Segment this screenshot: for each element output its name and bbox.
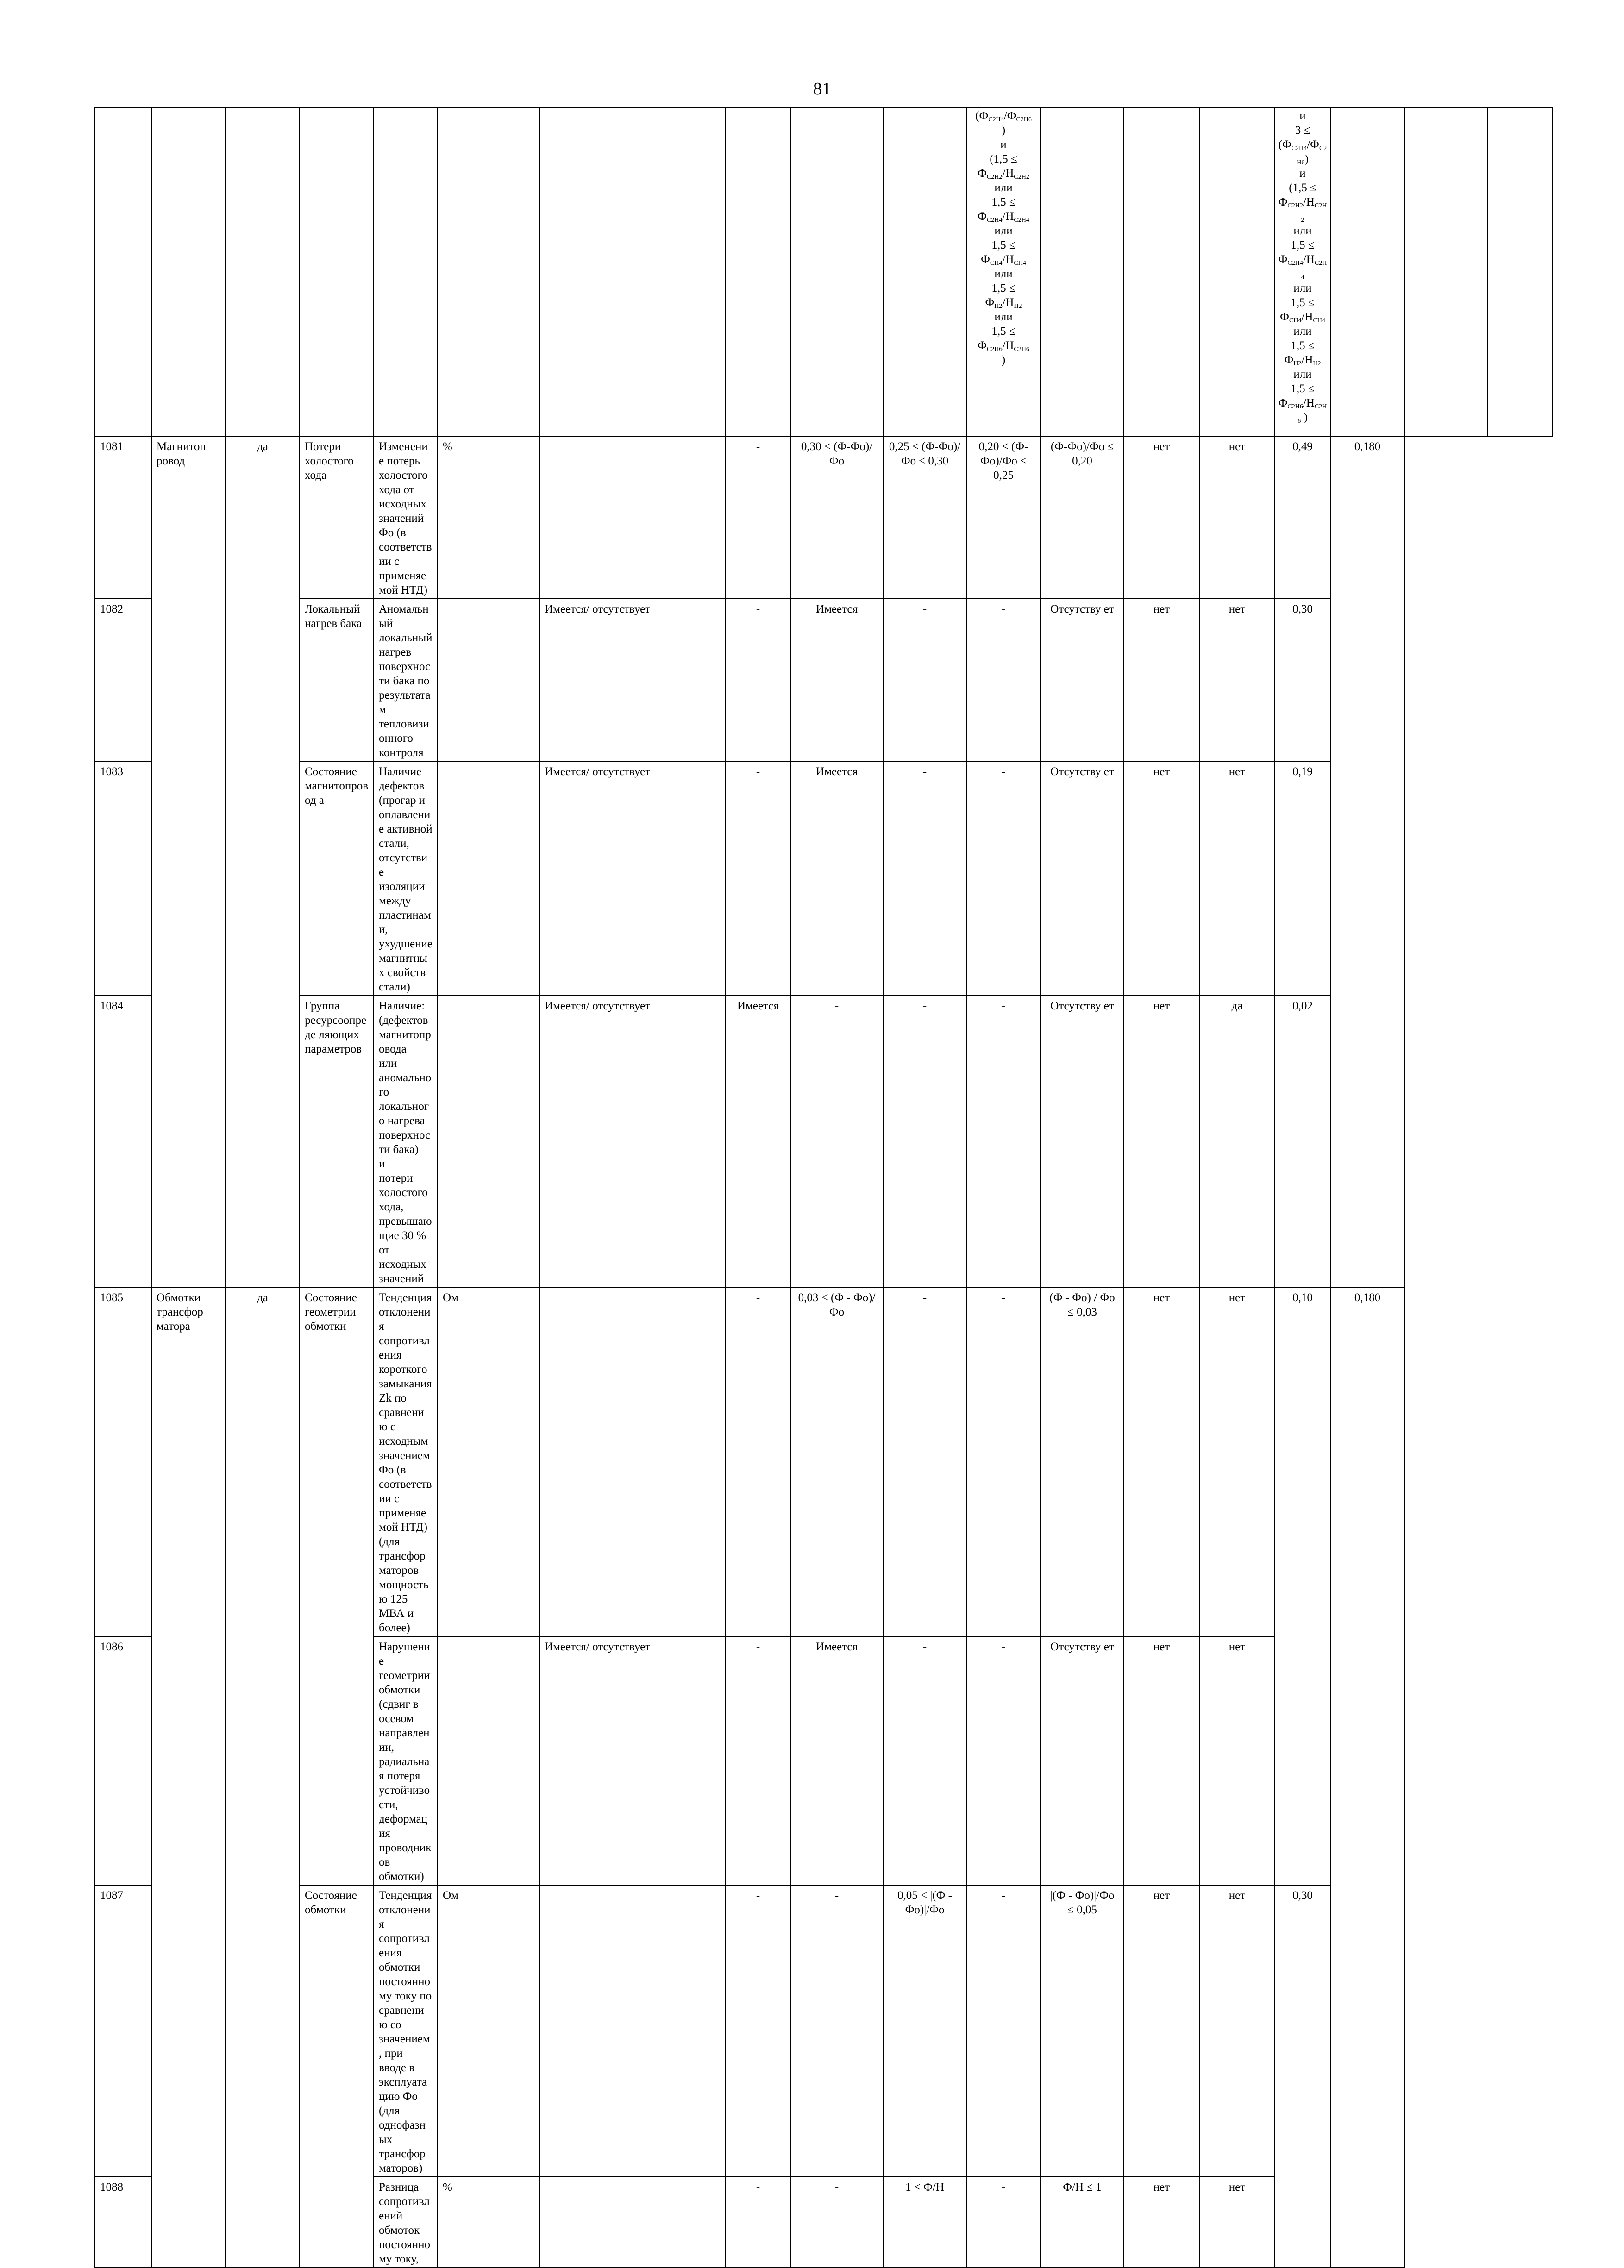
presence-type: Имеется/ отсутствует [539,996,726,1287]
table-cell [1124,107,1199,436]
criterion-description: Тенденция отклонения сопротивления обмотки постоянному току по сравнению со значением, при вводе в эксплуатацию Фо (для однофазных трансформаторов) [374,1885,438,2177]
formula-line: ) [1001,124,1006,137]
presence-type: Имеется/ отсутствует [539,1636,726,1885]
threshold-3: - [966,1287,1041,1636]
threshold-2: 0,25 < (Ф-Фо)/Фо ≤ 0,30 [883,436,966,599]
unit [438,761,539,996]
formula-line: или [994,311,1013,323]
formula-line: $Ф_{C2H2}/Н_{C2H}$ [1278,196,1327,209]
table-cell [226,107,300,436]
formula-line: или [994,268,1013,280]
threshold-1: 0,30 < (Ф-Фо)/Фо [790,436,883,599]
table-row [95,1287,1553,1636]
presence-type: Имеется/ отсутствует [539,761,726,996]
unit [438,1636,539,1885]
table-cell [1041,107,1124,436]
threshold-3: - [966,1636,1041,1885]
table-cell [883,107,966,436]
threshold-3: 0,20 < (Ф-Фо)/Фо ≤ 0,25 [966,436,1041,599]
row-number: 1084 [95,996,151,1287]
formula-line: 1,5 ≤ [991,282,1016,294]
formula-line: 1,5 ≤ [1291,296,1315,309]
table-cell [438,107,539,436]
criterion-description: Нарушение геометрии обмотки (сдвиг в осевом направлении, радиальная потеря устойчивости, деформация проводников обмотки) [374,1636,438,1885]
threshold-2: - [883,1636,966,1885]
formula-line: $Ф_{C2H6}/Н_{C2H6}$ [978,339,1029,353]
formula-line: или [1293,282,1312,294]
flag-2: нет [1199,1885,1275,2177]
flag-2: нет [1199,761,1275,996]
gas-condition-cell [966,107,1041,436]
element-flag: да [226,436,300,1287]
formula-line: 4 [1301,274,1304,281]
criterion-description: Аномальный локальный нагрев поверхности бака по результатам тепловизионного контроля [374,599,438,761]
threshold-1: Имеется [790,599,883,761]
formula-line: $Ф_{H2}/Н_{H2}$ [985,296,1022,310]
parameter-name: Потери холостого хода [300,436,374,599]
element-flag: да [226,1287,300,2268]
formula-line: или [994,225,1013,237]
unit: Ом [438,1287,539,1636]
threshold-3: - [966,599,1041,761]
weight-coefficient: 0,30 [1275,1885,1330,2268]
critical-value: - [726,2177,790,2268]
threshold-2: - [883,761,966,996]
table-row [95,436,1553,599]
row-number: 1085 [95,1287,151,1636]
normal-condition: Отсутству ет [1041,599,1124,761]
flag-1: нет [1124,1287,1199,1636]
formula-line: 3 ≤ [1295,124,1310,137]
flag-1: нет [1124,761,1199,996]
presence-type: Имеется/ отсутствует [539,599,726,761]
criterion-description: Наличие: (дефектов магнитопровода или аномального локального нагрева поверхности бака) и потери холостого хода, превышающие 30 % от исходных значений [374,996,438,1287]
group-weight: 0,180 [1330,1287,1405,2268]
formula-line: 1,5 ≤ [991,239,1016,251]
threshold-3: - [966,2177,1041,2268]
normal-condition: Отсутству ет [1041,1636,1124,1885]
threshold-2: 1 < Ф/Н [883,2177,966,2268]
formula-line: и [1000,138,1007,151]
threshold-1: - [790,1885,883,2177]
table-cell [1488,107,1553,436]
critical-value: - [726,1885,790,2177]
normal-condition: (Ф - Фо) / Фо ≤ 0,03 [1041,1287,1124,1636]
page-number: 81 [813,79,831,99]
parameter-name: Состояние магнитопровод а [300,761,374,996]
flag-1: нет [1124,996,1199,1287]
normal-condition: (Ф-Фо)/Фо ≤ 0,20 [1041,436,1124,599]
critical-value: - [726,761,790,996]
flag-2: нет [1199,599,1275,761]
formula-line: $_6$ ) [1298,411,1308,425]
presence-type [539,436,726,599]
formula-line: и [1299,110,1306,122]
parameter-name: Состояние обмотки [300,1885,374,2268]
weight-coefficient: 0,02 [1275,996,1330,1287]
element-name: Магнитоп ровод [151,436,226,1287]
critical-value: - [726,1287,790,1636]
parameter-name: Состояние геометрии обмотки [300,1287,374,1885]
parameter-name: Группа ресурсоопреде ляющих параметров [300,996,374,1287]
threshold-2: - [883,1287,966,1636]
unit: Ом [438,1885,539,2177]
row-number: 1088 [95,2177,151,2268]
row-number: 1087 [95,1885,151,2177]
unit: % [438,436,539,599]
flag-2: да [1199,996,1275,1287]
table-cell [1330,107,1405,436]
table-cell [539,107,726,436]
threshold-3: - [966,1885,1041,2177]
formula-line: или [1293,225,1312,237]
flag-2: нет [1199,1636,1275,1885]
formula-line: $Ф_{C2H4}/Н_{C2H4}$ [978,210,1029,224]
presence-type [539,2177,726,2268]
flag-2: нет [1199,436,1275,599]
table-cell [1405,107,1488,436]
threshold-3: - [966,761,1041,996]
table-cell [95,107,151,436]
threshold-1: - [790,996,883,1287]
flag-1: нет [1124,1636,1199,1885]
flag-1: нет [1124,2177,1199,2268]
formula-line: $Ф_{CH4}/Н_{CH4}$ [1280,311,1325,324]
threshold-2: - [883,996,966,1287]
threshold-1: Имеется [790,1636,883,1885]
formula-line: или [1293,325,1312,338]
formula-line: (1,5 ≤ [990,153,1017,165]
element-name: Обмотки трансфор матора [151,1287,226,2268]
assessment-table [94,107,1553,2268]
unit [438,599,539,761]
normal-condition: |(Ф - Фо)|/Фо ≤ 0,05 [1041,1885,1124,2177]
weight-coefficient: 0,49 [1275,436,1330,599]
flag-1: нет [1124,599,1199,761]
formula-line: ) [1001,354,1006,366]
formula-line: $Ф_{C2H2}/Н_{C2H2}$ [978,167,1029,181]
gas-condition-cell [1275,107,1330,436]
threshold-3: - [966,996,1041,1287]
formula-line: ($Ф_{C2H4}/Ф_{C2H6}$ [975,110,1032,123]
formula-line: 1,5 ≤ [991,196,1016,208]
formula-line: 1,5 ≤ [991,325,1016,338]
flag-1: нет [1124,436,1199,599]
formula-line: $Ф_{H2}/Н_{H2}$ [1284,354,1321,367]
formula-line: 2 [1301,217,1304,224]
formula-line: или [994,182,1013,194]
formula-line: $Ф_{C2H4}/Н_{C2H}$ [1278,253,1327,267]
formula-line: $Ф_{CH4}/Н_{CH4}$ [981,253,1026,267]
table-cell [374,107,438,436]
threshold-1: - [790,2177,883,2268]
row-number: 1086 [95,1636,151,1885]
criterion-description: Разница сопротивлений обмоток постоянному току, [374,2177,438,2268]
group-weight: 0,180 [1330,436,1405,1287]
weight-coefficient: 0,19 [1275,761,1330,996]
table-cell [300,107,374,436]
criterion-description: Тенденция отклонения сопротивления короткого замыкания Zk по сравнению с исходным значением Фо (в соответствии с применяемой НТД) (для трансформаторов мощностью 125 МВА и более) [374,1287,438,1636]
formula-line: или [1293,368,1312,381]
critical-value: - [726,436,790,599]
presence-type [539,1287,726,1636]
table-row [95,107,1553,436]
formula-line: и [1299,167,1306,180]
flag-1: нет [1124,1885,1199,2177]
row-number: 1083 [95,761,151,996]
unit: % [438,2177,539,2268]
normal-condition: Ф/Н ≤ 1 [1041,2177,1124,2268]
threshold-2: 0,05 < |(Ф - Фо)|/Фо [883,1885,966,2177]
row-number: 1081 [95,436,151,599]
flag-2: нет [1199,2177,1275,2268]
critical-value: Имеется [726,996,790,1287]
formula-line: 1,5 ≤ [1291,339,1315,352]
normal-condition: Отсутству ет [1041,761,1124,996]
table-cell [1199,107,1275,436]
unit [438,996,539,1287]
row-number: 1082 [95,599,151,761]
formula-line: (1,5 ≤ [1289,182,1317,194]
critical-value: - [726,1636,790,1885]
table-cell [726,107,790,436]
table-cell [790,107,883,436]
table-cell [151,107,226,436]
presence-type [539,1885,726,2177]
formula-line: $_{H6}$) [1297,153,1309,166]
threshold-2: - [883,599,966,761]
formula-line: 1,5 ≤ [1291,382,1315,395]
formula-line: $Ф_{C2H6}/Н_{C2H}$ [1278,397,1327,410]
parameter-name: Локальный нагрев бака [300,599,374,761]
formula-line: 1,5 ≤ [1291,239,1315,251]
flag-2: нет [1199,1287,1275,1636]
critical-value: - [726,599,790,761]
weight-coefficient: 0,30 [1275,599,1330,761]
normal-condition: Отсутству ет [1041,996,1124,1287]
criterion-description: Наличие дефектов (прогар и оплавление активной стали, отсутствие изоляции между пластинами, ухудшение магнитных свойств стали) [374,761,438,996]
weight-coefficient: 0,10 [1275,1287,1330,1885]
criterion-description: Изменение потерь холостого хода от исходных значений Фо (в соответствии с применяемой НТД) [374,436,438,599]
threshold-1: 0,03 < (Ф - Фо)/Фо [790,1287,883,1636]
formula-line: ($Ф_{C2H4}/Ф_{C2}$ [1278,138,1327,152]
threshold-1: Имеется [790,761,883,996]
